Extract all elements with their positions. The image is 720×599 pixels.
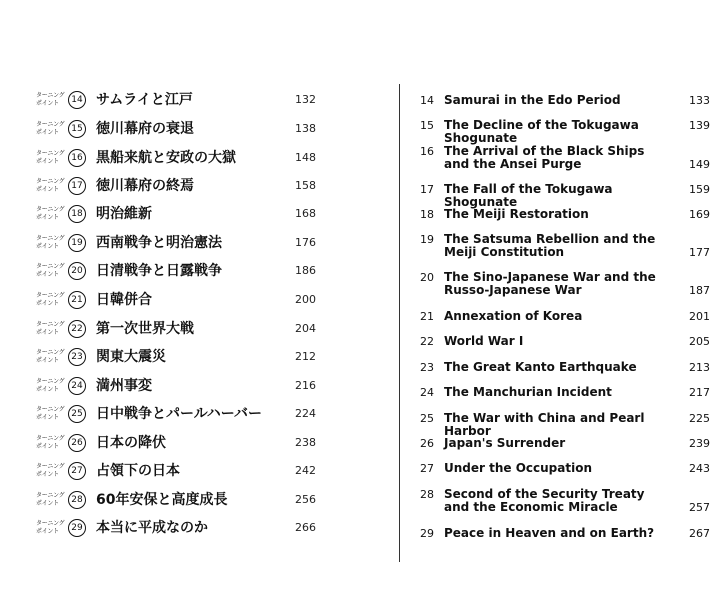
badge-label-bottom: ポイント xyxy=(36,329,59,336)
turning-point-badge xyxy=(36,461,86,481)
turning-point-badge xyxy=(36,404,86,424)
chapter-number: 23 xyxy=(420,361,434,374)
turning-point-badge xyxy=(36,233,86,253)
page-number: 138 xyxy=(295,122,316,135)
chapter-title-ja: 占領下の日本 xyxy=(96,463,180,479)
chapter-title-en: The War with China and Pearl Harbor xyxy=(444,411,645,438)
page-number: 176 xyxy=(295,236,316,249)
toc-entry-ja[interactable] xyxy=(36,175,316,197)
turning-point-badge xyxy=(36,290,86,310)
page-number: 239 xyxy=(689,437,710,450)
badge-label-top: ターニング xyxy=(36,235,65,242)
turning-point-badge xyxy=(36,119,86,139)
chapter-title-en: The Meiji Restoration xyxy=(444,207,589,221)
chapter-title-ja: 60年安保と高度成長 xyxy=(96,492,228,508)
turning-point-badge xyxy=(36,176,86,196)
chapter-number-circle: 18 xyxy=(68,205,86,223)
toc-entry-ja[interactable] xyxy=(36,403,316,425)
chapter-number-circle: 21 xyxy=(68,291,86,309)
badge-label-bottom: ポイント xyxy=(36,186,59,193)
chapter-title-ja: サムライと江戸 xyxy=(96,92,193,108)
chapter-number-circle: 20 xyxy=(68,262,86,280)
chapter-number: 28 xyxy=(420,488,434,501)
page-number: 242 xyxy=(295,464,316,477)
chapter-title-en: Annexation of Korea xyxy=(444,309,583,323)
page-number: 169 xyxy=(689,208,710,221)
chapter-title-en: The Arrival of the Black Ships and the Ansei Purge xyxy=(444,144,645,171)
badge-label-bottom: ポイント xyxy=(36,528,59,535)
toc-entry-en[interactable] xyxy=(410,310,710,326)
chapter-number: 27 xyxy=(420,462,434,475)
page-number: 266 xyxy=(295,521,316,534)
chapter-number-circle: 16 xyxy=(68,149,86,167)
toc-entry-ja[interactable] xyxy=(36,432,316,454)
chapter-title-en: The Satsuma Rebellion and the Meiji Constitution xyxy=(444,232,656,259)
toc-entry-ja[interactable] xyxy=(36,147,316,169)
badge-label-top: ターニング xyxy=(36,349,65,356)
turning-point-badge xyxy=(36,204,86,224)
chapter-number: 25 xyxy=(420,412,434,425)
toc-entry-ja[interactable] xyxy=(36,203,316,225)
chapter-number-circle: 25 xyxy=(68,405,86,423)
chapter-number: 14 xyxy=(420,94,434,107)
toc-entry-en[interactable] xyxy=(410,488,710,516)
page-number: 168 xyxy=(295,207,316,220)
chapter-number-circle: 26 xyxy=(68,434,86,452)
chapter-number-circle: 14 xyxy=(68,91,86,109)
page-number: 257 xyxy=(689,501,710,514)
toc-entry-ja[interactable] xyxy=(36,118,316,140)
toc-entry-en[interactable] xyxy=(410,182,710,209)
chapter-title-ja: 西南戦争と明治憲法 xyxy=(96,235,222,251)
toc-entry-ja[interactable] xyxy=(36,232,316,254)
toc-entry-ja[interactable] xyxy=(36,89,316,111)
page-number: 186 xyxy=(295,264,316,277)
badge-label-top: ターニング xyxy=(36,206,65,213)
chapter-title-ja: 日中戦争とパールハーバー xyxy=(96,406,263,422)
badge-label-bottom: ポイント xyxy=(36,500,59,507)
toc-entry-en[interactable] xyxy=(410,145,710,173)
badge-label-top: ターニング xyxy=(36,263,65,270)
badge-label-bottom: ポイント xyxy=(36,100,59,107)
chapter-number: 16 xyxy=(420,145,434,158)
chapter-number: 29 xyxy=(420,527,434,540)
chapter-number-circle: 23 xyxy=(68,348,86,366)
badge-label-bottom: ポイント xyxy=(36,386,59,393)
badge-label-top: ターニング xyxy=(36,150,65,157)
chapter-number: 21 xyxy=(420,310,434,323)
badge-label-bottom: ポイント xyxy=(36,129,59,136)
toc-entry-en[interactable] xyxy=(410,335,710,351)
page-number: 148 xyxy=(295,151,316,164)
toc-entry-ja[interactable] xyxy=(36,289,316,311)
chapter-title-ja: 日本の降伏 xyxy=(96,435,166,451)
turning-point-badge xyxy=(36,490,86,510)
toc-entry-ja[interactable] xyxy=(36,460,316,482)
turning-point-badge xyxy=(36,347,86,367)
page-number: 177 xyxy=(689,246,710,259)
badge-label-top: ターニング xyxy=(36,178,65,185)
chapter-title-ja: 徳川幕府の終焉 xyxy=(96,178,194,194)
toc-entry-ja[interactable] xyxy=(36,489,316,511)
chapter-number: 24 xyxy=(420,386,434,399)
chapter-number-circle: 29 xyxy=(68,519,86,537)
chapter-number: 17 xyxy=(420,183,434,196)
toc-entry-en[interactable] xyxy=(410,94,710,110)
badge-label-top: ターニング xyxy=(36,463,65,470)
page-number: 159 xyxy=(689,183,710,196)
turning-point-badge xyxy=(36,518,86,538)
badge-label-top: ターニング xyxy=(36,121,65,128)
page-number: 133 xyxy=(689,94,710,107)
page-number: 217 xyxy=(689,386,710,399)
chapter-title-en: Under the Occupation xyxy=(444,461,593,475)
page-number: 256 xyxy=(295,493,316,506)
page-number: 216 xyxy=(295,379,316,392)
page-number: 212 xyxy=(295,350,316,363)
badge-label-top: ターニング xyxy=(36,435,65,442)
chapter-title-ja: 満州事変 xyxy=(96,378,152,394)
badge-label-top: ターニング xyxy=(36,92,65,99)
toc-entry-ja[interactable] xyxy=(36,318,316,340)
toc-entry-en[interactable] xyxy=(410,233,710,261)
toc-entry-en[interactable] xyxy=(410,361,710,377)
toc-entry-ja[interactable] xyxy=(36,260,316,282)
badge-label-top: ターニング xyxy=(36,520,65,527)
turning-point-badge xyxy=(36,433,86,453)
chapter-title-ja: 日韓併合 xyxy=(96,292,152,308)
chapter-number: 18 xyxy=(420,208,434,221)
toc-entry-en[interactable] xyxy=(410,386,710,402)
chapter-number: 15 xyxy=(420,119,434,132)
badge-label-top: ターニング xyxy=(36,321,65,328)
english-contents-column xyxy=(400,0,720,599)
turning-point-badge xyxy=(36,376,86,396)
badge-label-bottom: ポイント xyxy=(36,243,59,250)
chapter-title-en: Japan's Surrender xyxy=(444,436,566,450)
toc-entry-en[interactable] xyxy=(410,271,710,299)
page-number: 158 xyxy=(295,179,316,192)
badge-label-top: ターニング xyxy=(36,492,65,499)
chapter-number: 22 xyxy=(420,335,434,348)
chapter-title-en: Samurai in the Edo Period xyxy=(444,93,621,107)
toc-entry-en[interactable] xyxy=(410,527,710,543)
page-number: 201 xyxy=(689,310,710,323)
chapter-number-circle: 24 xyxy=(68,377,86,395)
chapter-title-ja: 第一次世界大戦 xyxy=(96,321,194,337)
badge-label-top: ターニング xyxy=(36,292,65,299)
toc-entry-en[interactable] xyxy=(410,437,710,453)
chapter-number: 20 xyxy=(420,271,434,284)
chapter-title-ja: 徳川幕府の衰退 xyxy=(96,121,194,137)
toc-entry-en[interactable] xyxy=(410,208,710,224)
turning-point-badge xyxy=(36,90,86,110)
page-number: 225 xyxy=(689,412,710,425)
toc-entry-ja[interactable] xyxy=(36,375,316,397)
page-number: 267 xyxy=(689,527,710,540)
chapter-number-circle: 15 xyxy=(68,120,86,138)
page-number: 149 xyxy=(689,158,710,171)
page-number: 238 xyxy=(295,436,316,449)
chapter-title-en: World War I xyxy=(444,334,524,348)
badge-label-bottom: ポイント xyxy=(36,158,59,165)
page-number: 224 xyxy=(295,407,316,420)
toc-entry-en[interactable] xyxy=(410,462,710,478)
chapter-title-en: The Great Kanto Earthquake xyxy=(444,360,637,374)
turning-point-badge xyxy=(36,319,86,339)
chapter-number-circle: 19 xyxy=(68,234,86,252)
page-number: 132 xyxy=(295,93,316,106)
chapter-number-circle: 17 xyxy=(68,177,86,195)
page-number: 204 xyxy=(295,322,316,335)
chapter-title-en: The Manchurian Incident xyxy=(444,385,612,399)
chapter-number-circle: 22 xyxy=(68,320,86,338)
page-number: 200 xyxy=(295,293,316,306)
badge-label-bottom: ポイント xyxy=(36,443,59,450)
page-number: 243 xyxy=(689,462,710,475)
badge-label-bottom: ポイント xyxy=(36,271,59,278)
chapter-title-en: The Fall of the Tokugawa Shogunate xyxy=(444,182,613,209)
chapter-number: 26 xyxy=(420,437,434,450)
chapter-title-ja: 黒船来航と安政の大獄 xyxy=(96,150,236,166)
toc-entry-ja[interactable] xyxy=(36,517,316,539)
chapter-title-en: The Decline of the Tokugawa Shogunate xyxy=(444,118,639,145)
toc-entry-en[interactable] xyxy=(410,411,710,438)
page-number: 213 xyxy=(689,361,710,374)
chapter-number-circle: 28 xyxy=(68,491,86,509)
chapter-title-ja: 明治維新 xyxy=(96,206,152,222)
badge-label-bottom: ポイント xyxy=(36,414,59,421)
badge-label-top: ターニング xyxy=(36,406,65,413)
badge-label-bottom: ポイント xyxy=(36,300,59,307)
toc-entry-ja[interactable] xyxy=(36,346,316,368)
chapter-title-ja: 関東大震災 xyxy=(96,349,166,365)
page-number: 187 xyxy=(689,284,710,297)
toc-entry-en[interactable] xyxy=(410,118,710,145)
turning-point-badge xyxy=(36,148,86,168)
chapter-title-ja: 日清戦争と日露戦争 xyxy=(96,263,222,279)
chapter-number: 19 xyxy=(420,233,434,246)
chapter-title-ja: 本当に平成なのか xyxy=(96,520,208,536)
badge-label-bottom: ポイント xyxy=(36,471,59,478)
turning-point-badge xyxy=(36,261,86,281)
page-number: 205 xyxy=(689,335,710,348)
chapter-title-en: Peace in Heaven and on Earth? xyxy=(444,526,655,540)
chapter-title-en: Second of the Security Treaty and the Economic Miracle xyxy=(444,487,645,514)
badge-label-top: ターニング xyxy=(36,378,65,385)
page-number: 139 xyxy=(689,119,710,132)
badge-label-bottom: ポイント xyxy=(36,357,59,364)
chapter-title-en: The Sino-Japanese War and the Russo-Japanese War xyxy=(444,270,656,297)
badge-label-bottom: ポイント xyxy=(36,214,59,221)
chapter-number-circle: 27 xyxy=(68,462,86,480)
